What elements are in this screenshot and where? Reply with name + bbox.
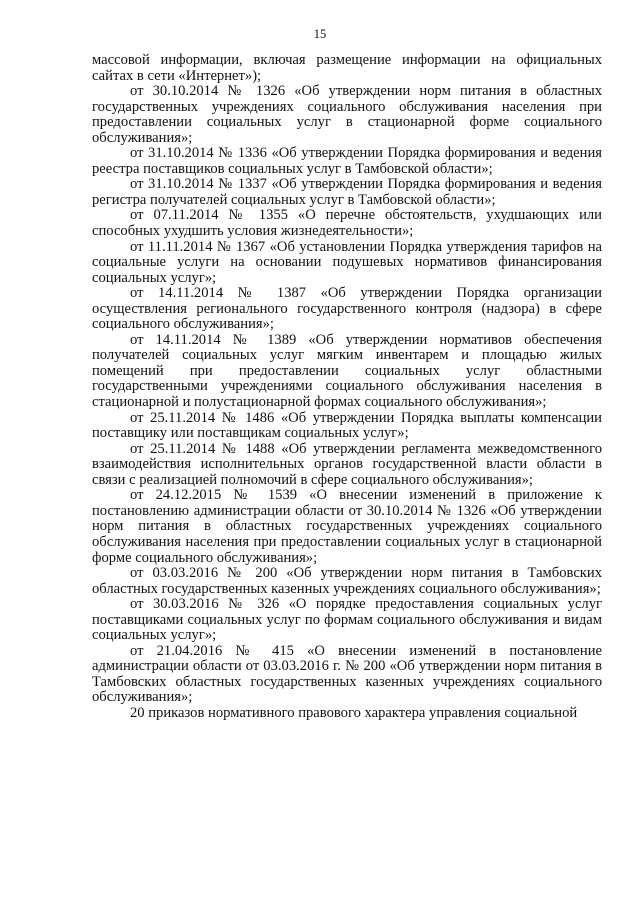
list-item: от 21.04.2016 № 415 «О внесении изменений в постановление администрации области от 03.03.2016 г. № 200 «Об утверждении норм питания в Тамбовских областных государственных казенных учреждениях социального обслуживания»; <box>92 642 602 706</box>
list-item: от 14.11.2014 № 1387 «Об утверждении Порядка организации осуществления регионального государственного контроля (надзора) в сфере социального обслуживания»; <box>92 285 602 333</box>
document-body <box>92 53 602 722</box>
page-number: 15 <box>313 27 327 41</box>
list-item: от 03.03.2016 № 200 «Об утверждении норм питания в Тамбовских областных государственных казенных учреждениях социального обслуживания»; <box>92 565 602 597</box>
list-item: от 24.12.2015 № 1539 «О внесении изменений в приложение к постановлению администрации области от 30.10.2014 № 1326 «Об утверждении норм питания в областных государственных учреждениях социального обслуживания населения при предоставлении социальных услуг в стационарной форме социального обслуживания»; <box>92 487 602 566</box>
list-item: от 30.03.2016 № 326 «О порядке предоставления социальных услуг поставщиками социальных услуг по формам социального обслуживания и видам социальных услуг»; <box>92 596 602 644</box>
paragraph-continuation: массовой информации, включая размещение информации на официальных сайтах в сети «Интернет»); <box>92 52 602 84</box>
list-item: от 07.11.2014 № 1355 «О перечне обстоятельств, ухудшающих или способных ухудшить условия жизнедеятельности»; <box>92 207 602 240</box>
list-item: от 25.11.2014 № 1488 «Об утверждении регламента межведомственного взаимодействия исполнительных органов государственной власти области в связи с реализацией полномочий в сфере социального обслуживания»; <box>92 440 602 488</box>
list-item: от 25.11.2014 № 1486 «Об утверждении Порядка выплаты компенсации поставщику или поставщикам социальных услуг»; <box>92 409 602 442</box>
paragraph: 20 приказов нормативного правового характера управления социальной <box>130 704 578 721</box>
list-item: от 31.10.2014 № 1337 «Об утверждении Порядка формирования и ведения регистра получателей социальных услуг в Тамбовской области»; <box>92 176 602 208</box>
list-item: от 31.10.2014 № 1336 «Об утверждении Порядка формирования и ведения реестра поставщиков социальных услуг в Тамбовской области»; <box>92 145 602 177</box>
list-item: от 11.11.2014 № 1367 «Об установлении Порядка утверждения тарифов на социальные услуги на основании подушевых нормативов финансирования социальных услуг»; <box>92 238 602 286</box>
list-item: от 30.10.2014 № 1326 «Об утверждении норм питания в областных государственных учреждениях социального обслуживания населения при предоставлении социальных услуг в стационарной форме социального обслуживания»; <box>92 83 602 146</box>
list-item: от 14.11.2014 № 1389 «Об утверждении нормативов обеспечения получателей социальных услуг мягким инвентарем и площадью жилых помещений при предоставлении социальных услуг областными государственными учреждениями социального обслуживания населения в стационарной и полустационарной формах социального обслуживания»; <box>92 331 602 411</box>
